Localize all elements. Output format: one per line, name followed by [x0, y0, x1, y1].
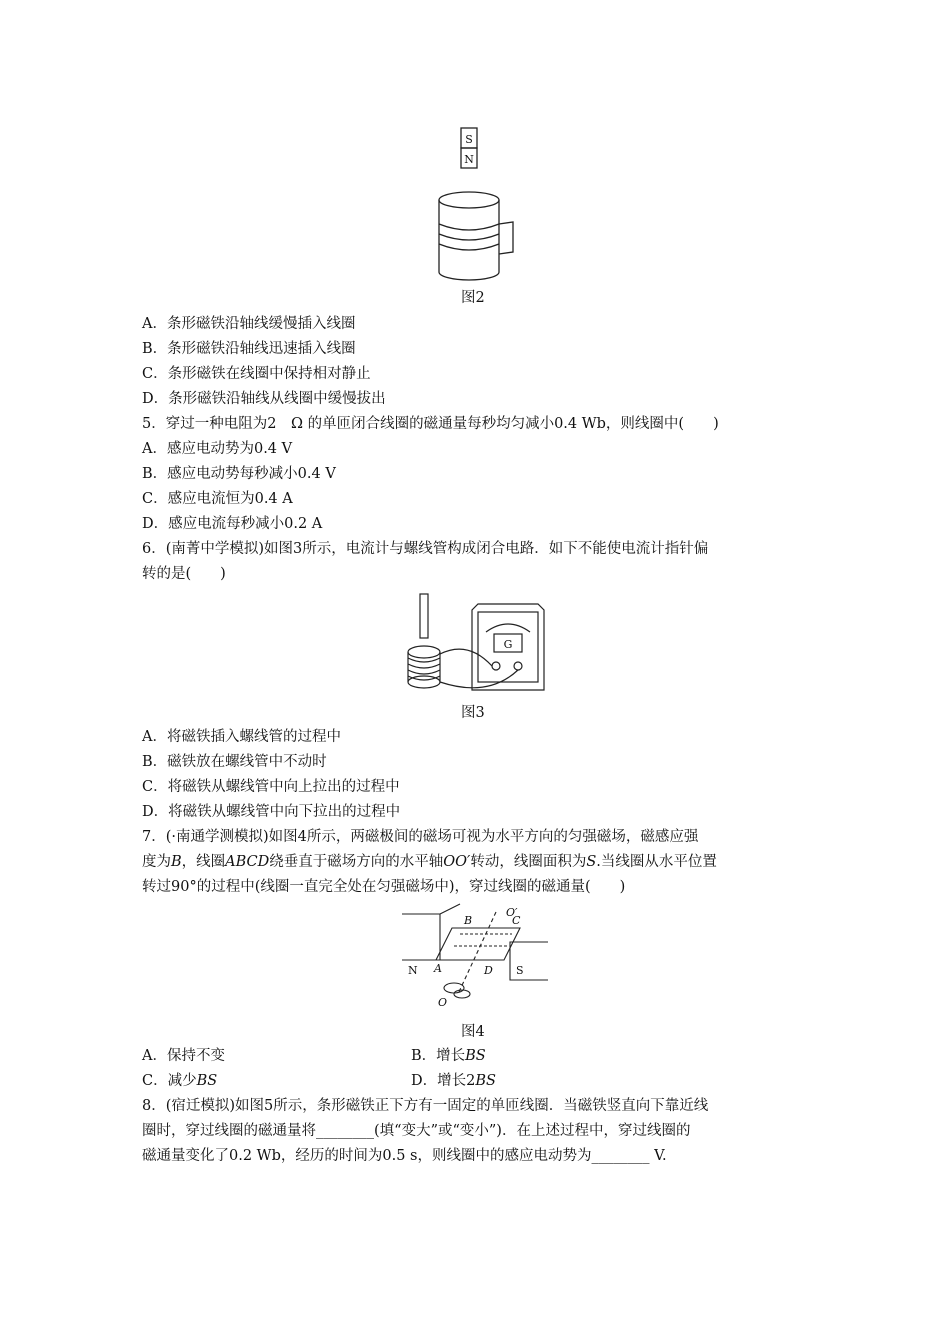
q7-stem-line3: 转过90°的过程中(线圈一直完全处在匀强磁场中)，穿过线圈的磁通量( ): [142, 879, 626, 895]
q6-option-d: D．将磁铁从螺线管中向下拉出的过程中: [142, 804, 401, 820]
figure-2-caption: 图2: [461, 290, 485, 306]
q6-stem-line2: 转的是( ): [142, 566, 226, 582]
figure-3-caption: 图3: [461, 705, 485, 721]
q8-line3: 磁通量变化了0.2 Wb，经历的时间为0.5 s，则线圈中的感应电动势为________ V.: [142, 1148, 667, 1164]
fig4-label-o: O: [438, 996, 448, 1009]
q5-option-d: D．感应电流每秒减小0.2 A: [142, 516, 323, 532]
q6-option-a: A．将磁铁插入螺线管的过程中: [142, 729, 341, 745]
fig4-label-o-prime: O′: [506, 906, 518, 919]
fig4-label-a: A: [434, 962, 442, 975]
figure-4-caption: 图4: [461, 1024, 485, 1040]
q5-option-b: B．感应电动势每秒减小0.4 V: [142, 466, 336, 482]
fig4-label-b: B: [464, 914, 473, 927]
q8-line2: 圈时，穿过线圈的磁通量将________(填“变大”或“变小”)．在上述过程中，穿过线圈的: [142, 1123, 691, 1139]
fig4-label-s: S: [516, 964, 524, 977]
fig4-label-d: D: [484, 964, 493, 977]
q4-option-b: B．条形磁铁沿轴线迅速插入线圈: [142, 341, 356, 357]
q5-option-a: A．感应电动势为0.4 V: [142, 441, 293, 457]
q5-option-c: C．感应电流恒为0.4 A: [142, 491, 293, 507]
figure-4: [400, 902, 550, 1012]
figure-3: [398, 590, 558, 700]
q7-option-c: C．减少BS: [142, 1073, 218, 1089]
magnet-s-label: S: [465, 133, 473, 146]
q4-option-a: A．条形磁铁沿轴线缓慢插入线圈: [142, 316, 356, 332]
q7-stem-line2: 度为B，线圈ABCD绕垂直于磁场方向的水平轴OO′转动，线圈面积为S.当线圈从水平位置: [142, 854, 717, 870]
q8-line1: 8．(宿迁模拟)如图5所示，条形磁铁正下方有一固定的单匝线圈．当磁铁竖直向下靠近线: [142, 1098, 709, 1114]
q6-option-c: C．将磁铁从螺线管中向上拉出的过程中: [142, 779, 400, 795]
q4-option-c: C．条形磁铁在线圈中保持相对静止: [142, 366, 371, 382]
q7-option-b: B．增长BS: [411, 1048, 486, 1064]
q6-option-b: B．磁铁放在螺线管中不动时: [142, 754, 327, 770]
q7-option-a: A．保持不变: [142, 1048, 225, 1064]
figure-2: [425, 126, 525, 286]
q5-stem: 5．穿过一种电阻为2 Ω 的单匝闭合线圈的磁通量每秒均匀减小0.4 Wb，则线圈中( ): [142, 416, 719, 432]
magnet-n-label: N: [464, 153, 474, 166]
q7-stem-line1: 7．(·南通学测模拟)如图4所示，两磁极间的磁场可视为水平方向的匀强磁场，磁感应强: [142, 829, 699, 845]
q4-option-d: D．条形磁铁沿轴线从线圈中缓慢拔出: [142, 391, 386, 407]
galvanometer-label: G: [503, 638, 513, 651]
q7-option-d: D．增长2BS: [411, 1073, 496, 1089]
q6-stem-line1: 6．(南菁中学模拟)如图3所示，电流计与螺线管构成闭合电路．如下不能使电流计指针偏: [142, 541, 709, 557]
fig4-label-c: C: [512, 914, 521, 927]
fig4-label-n: N: [408, 964, 418, 977]
